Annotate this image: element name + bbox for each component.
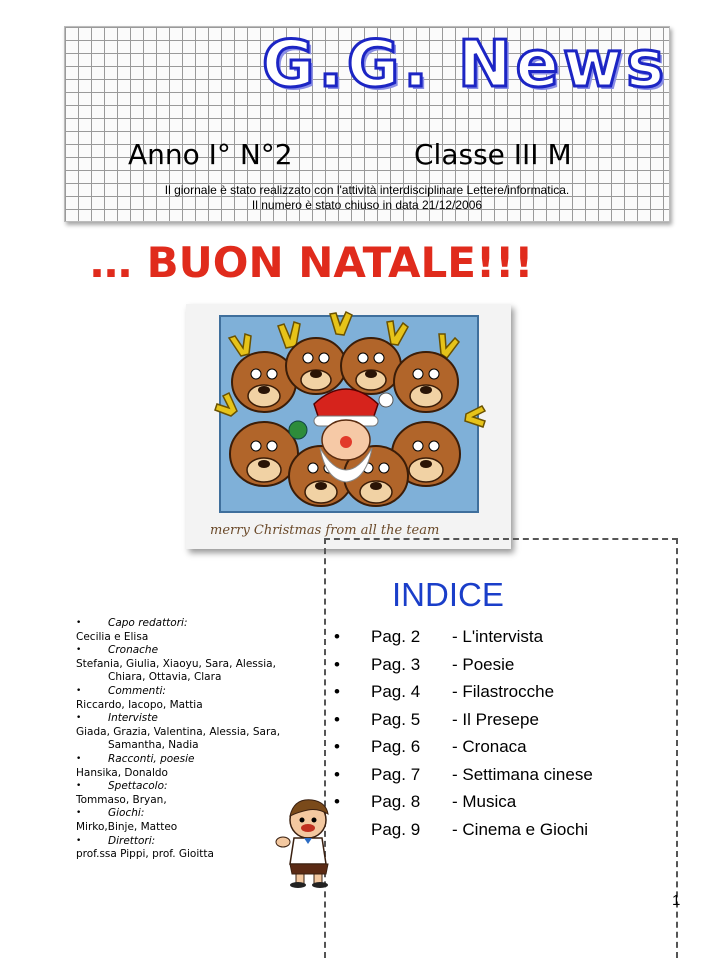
staff-role: • Interviste [76, 712, 316, 726]
index-topic: - Cronaca [452, 737, 527, 756]
staff-names: Cecilia e Elisa [76, 630, 149, 643]
header-note-line2: Il numero è stato chiuso in data 21/12/2006 [251, 198, 483, 212]
index-page: Pag. 4 [371, 682, 421, 701]
index-page: Pag. 3 [371, 654, 421, 674]
index-bullet: • [334, 709, 340, 729]
header-note-line1: Il giornale è stato realizzato con l'attività interdisciplinare Lettere/informatica. [164, 183, 570, 197]
christmas-card-image [186, 304, 511, 549]
index-topic: - Il Presepe [452, 709, 539, 729]
index-bullet: • [334, 627, 340, 646]
index-page: Pag. 9 [371, 819, 421, 839]
index-page: Pag. 8 [371, 792, 421, 811]
index-topic: - Musica [452, 792, 517, 811]
cartoon-boy-icon [274, 796, 344, 892]
index-bullet: • [334, 764, 340, 784]
staff-names: Stefania, Giulia, Xiaoyu, Sara, Alessia, Chiara, Ottavia, Clara [76, 657, 276, 684]
staff-names: Tommaso, Bryan, [76, 793, 167, 806]
issue-number: Anno I° N°2 [128, 138, 293, 171]
staff-names: Riccardo, Iacopo, Mattia [76, 698, 203, 711]
index-topic: - Settimana cinese [452, 764, 593, 784]
christmas-greeting: … BUON NATALE!!! [90, 238, 534, 287]
staff-names: Mirko,Binje, Matteo [76, 820, 178, 833]
index-bullet: • [334, 737, 340, 756]
staff-role: • Capo redattori: [76, 617, 316, 631]
index-page: Pag. 6 [371, 737, 421, 756]
card-caption: merry Christmas from all the team [210, 523, 440, 538]
index-page: Pag. 2 [371, 627, 421, 646]
index-bullet: • [334, 792, 340, 811]
staff-role: • Racconti, poesie [76, 753, 316, 767]
index-topic: - Filastrocche [452, 682, 555, 701]
index-topic: - L'intervista [452, 627, 544, 646]
staff-role: • Cronache [76, 644, 316, 658]
staff-role: • Spettacolo: [76, 780, 316, 794]
index-page: Pag. 7 [371, 764, 421, 784]
index-bullet: • [334, 654, 340, 674]
newspaper-title: G.G. News [262, 28, 669, 102]
staff-names: Hansika, Donaldo [76, 766, 168, 779]
staff-names: prof.ssa Pippi, prof. Gioitta [76, 848, 214, 861]
index-page: Pag. 5 [371, 709, 421, 729]
index-topic: - Cinema e Giochi [452, 819, 589, 839]
staff-role: • Direttori: [76, 835, 316, 849]
staff-role: • Giochi: [76, 807, 316, 821]
page-number: 1 [672, 892, 681, 909]
staff-names: Giada, Grazia, Valentina, Alessia, Sara, Samantha, Nadia [76, 725, 281, 752]
staff-role: • Commenti: [76, 685, 316, 699]
index-topic: - Poesie [452, 654, 515, 674]
index-bullet: • [334, 682, 340, 701]
index-title: INDICE [392, 576, 504, 613]
class-name: Classe III M [414, 138, 572, 171]
